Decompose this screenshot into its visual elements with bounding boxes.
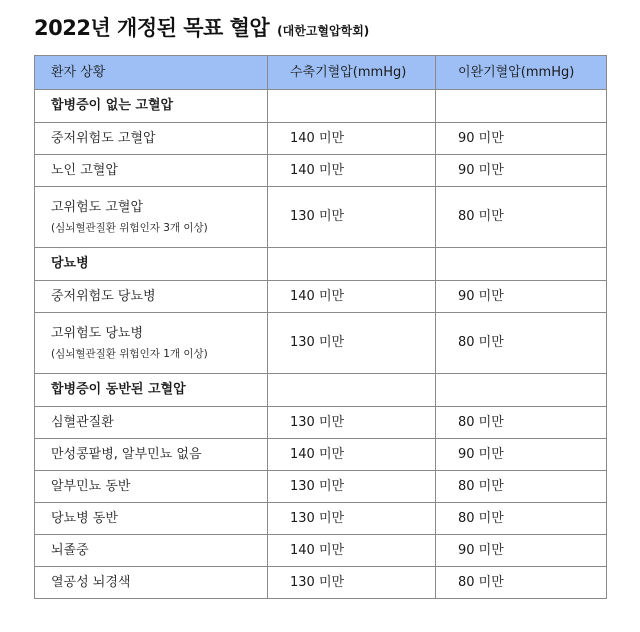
category-label-cell xyxy=(35,90,268,123)
page-title: 2022년 개정된 목표 혈압 xyxy=(34,16,270,40)
systolic-cell: 130 미만 xyxy=(268,187,436,248)
systolic-cell: 140 미만 xyxy=(268,439,436,471)
condition-label: 심혈관질환 xyxy=(51,414,114,430)
diastolic-cell xyxy=(436,374,607,407)
table-row xyxy=(35,503,607,535)
condition-label: 고위험도 고혈압 xyxy=(51,199,144,215)
category-row xyxy=(35,90,607,123)
condition-label: 알부민뇨 동반 xyxy=(51,478,131,494)
systolic-cell: 130 미만 xyxy=(268,407,436,439)
table-body xyxy=(35,90,607,599)
category-label: 합병증이 동반된 고혈압 xyxy=(51,382,186,398)
table-row xyxy=(35,123,607,155)
condition-cell xyxy=(35,471,268,503)
condition-cell xyxy=(35,187,268,248)
diastolic-cell: 80 미만 xyxy=(436,567,607,599)
condition-cell xyxy=(35,313,268,374)
diastolic-cell xyxy=(436,90,607,123)
systolic-cell xyxy=(268,248,436,281)
diastolic-cell: 90 미만 xyxy=(436,535,607,567)
diastolic-cell: 80 미만 xyxy=(436,407,607,439)
table-row xyxy=(35,407,607,439)
header-diastolic: 이완기혈압(mmHg) xyxy=(436,56,607,90)
condition-cell xyxy=(35,281,268,313)
condition-cell xyxy=(35,503,268,535)
systolic-cell: 140 미만 xyxy=(268,281,436,313)
condition-label: 노인 고혈압 xyxy=(51,162,118,178)
systolic-cell: 130 미만 xyxy=(268,313,436,374)
systolic-cell: 130 미만 xyxy=(268,567,436,599)
systolic-cell: 140 미만 xyxy=(268,123,436,155)
table-row xyxy=(35,281,607,313)
condition-label: 뇌졸중 xyxy=(51,542,89,558)
table-row xyxy=(35,535,607,567)
table-row xyxy=(35,439,607,471)
diastolic-cell: 80 미만 xyxy=(436,503,607,535)
diastolic-cell: 90 미만 xyxy=(436,439,607,471)
condition-cell xyxy=(35,439,268,471)
condition-cell xyxy=(35,407,268,439)
table-row xyxy=(35,313,607,374)
table-row xyxy=(35,187,607,248)
header-systolic: 수축기혈압(mmHg) xyxy=(268,56,436,90)
condition-note: (심뇌혈관질환 위험인자 1개 이상) xyxy=(51,347,208,360)
table-header-row xyxy=(35,56,607,90)
category-label-cell xyxy=(35,374,268,407)
condition-label: 중저위험도 고혈압 xyxy=(51,130,156,146)
condition-label: 열공성 뇌경색 xyxy=(51,574,131,590)
condition-label: 고위험도 당뇨병 xyxy=(51,325,144,341)
category-label-cell xyxy=(35,248,268,281)
table-row xyxy=(35,471,607,503)
systolic-cell xyxy=(268,90,436,123)
condition-cell xyxy=(35,567,268,599)
systolic-cell: 140 미만 xyxy=(268,155,436,187)
blood-pressure-target-table xyxy=(34,55,607,599)
condition-label: 만성콩팥병, 알부민뇨 없음 xyxy=(51,446,202,462)
category-label: 합병증이 없는 고혈압 xyxy=(51,98,174,114)
condition-label: 중저위험도 당뇨병 xyxy=(51,288,156,304)
table-row xyxy=(35,567,607,599)
diastolic-cell: 80 미만 xyxy=(436,313,607,374)
systolic-cell: 130 미만 xyxy=(268,471,436,503)
category-label: 당뇨병 xyxy=(51,256,89,272)
diastolic-cell: 90 미만 xyxy=(436,155,607,187)
diastolic-cell: 80 미만 xyxy=(436,471,607,503)
condition-cell xyxy=(35,123,268,155)
category-row xyxy=(35,374,607,407)
diastolic-cell: 80 미만 xyxy=(436,187,607,248)
condition-cell xyxy=(35,535,268,567)
source-label: (대한고혈압학회) xyxy=(277,24,370,38)
condition-label: 당뇨병 동반 xyxy=(51,510,118,526)
diastolic-cell xyxy=(436,248,607,281)
condition-cell xyxy=(35,155,268,187)
page-title-row xyxy=(34,12,369,42)
diastolic-cell: 90 미만 xyxy=(436,123,607,155)
systolic-cell: 140 미만 xyxy=(268,535,436,567)
category-row xyxy=(35,248,607,281)
header-patient-condition: 환자 상황 xyxy=(35,56,268,90)
condition-note: (심뇌혈관질환 위험인자 3개 이상) xyxy=(51,221,208,234)
systolic-cell: 130 미만 xyxy=(268,503,436,535)
systolic-cell xyxy=(268,374,436,407)
diastolic-cell: 90 미만 xyxy=(436,281,607,313)
table-row xyxy=(35,155,607,187)
